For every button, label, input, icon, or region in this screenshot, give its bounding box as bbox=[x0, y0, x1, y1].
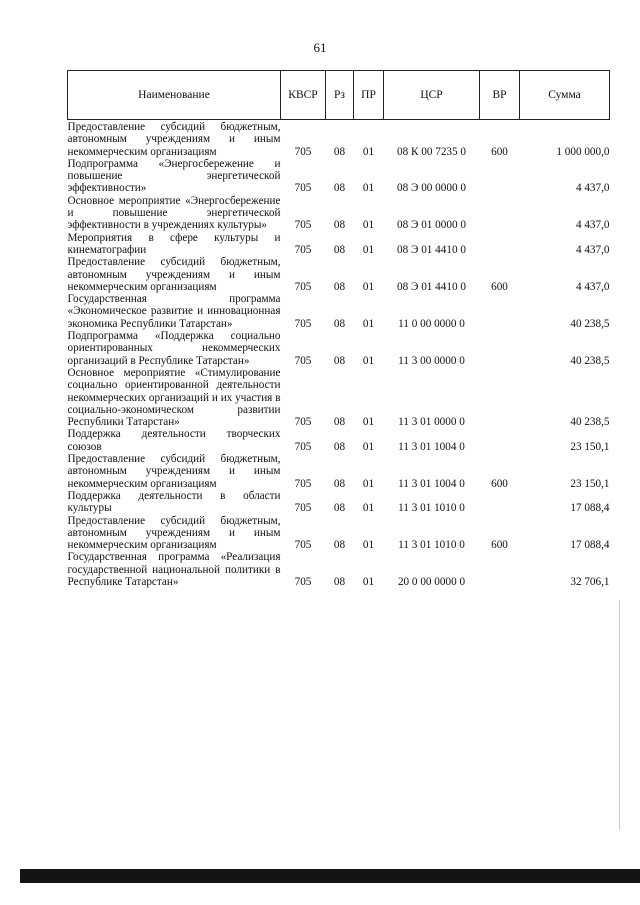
row-name: Государственная программа «Экономическое развитие и инновационная экономика Республики Татарстан» bbox=[67, 293, 281, 330]
row-csr: 08 Э 00 0000 0 bbox=[397, 182, 466, 195]
table-row bbox=[68, 158, 610, 195]
row-sum: 4 437,0 bbox=[575, 243, 610, 256]
row-name: Предоставление субсидий бюджетным, автономным учреждениям и иным некоммерческим организациям bbox=[67, 121, 281, 158]
row-pr: 01 bbox=[362, 317, 375, 330]
row-vr: 600 bbox=[491, 145, 508, 158]
row-pr: 01 bbox=[362, 354, 375, 367]
row-sum: 17 088,4 bbox=[570, 502, 610, 515]
row-csr: 11 0 00 0000 0 bbox=[398, 317, 465, 330]
row-vr bbox=[480, 195, 520, 232]
table-row bbox=[68, 453, 610, 490]
table-header-row bbox=[68, 71, 610, 120]
table-row bbox=[68, 195, 610, 232]
header-csr: ЦСР bbox=[384, 71, 480, 120]
row-csr: 08 Э 01 4410 0 bbox=[397, 243, 466, 256]
row-rz: 08 bbox=[333, 145, 346, 158]
row-pr: 01 bbox=[362, 219, 375, 232]
table-row bbox=[68, 293, 610, 330]
page-number: 61 bbox=[313, 40, 327, 55]
row-name: Подпрограмма «Поддержка социально ориентированных некоммерческих организаций в Республике Татарстан» bbox=[67, 330, 281, 367]
row-pr: 01 bbox=[362, 502, 375, 515]
row-sum: 4 437,0 bbox=[575, 219, 610, 232]
header-name: Наименование bbox=[68, 71, 281, 120]
row-name: Предоставление субсидий бюджетным, автономным учреждениям и иным некоммерческим организациям bbox=[67, 256, 281, 293]
row-sum: 40 238,5 bbox=[570, 416, 610, 429]
row-pr: 01 bbox=[362, 182, 375, 195]
table-row bbox=[68, 428, 610, 453]
row-csr: 11 3 01 1010 0 bbox=[398, 502, 465, 515]
table-row bbox=[68, 256, 610, 293]
row-name: Предоставление субсидий бюджетным, автономным учреждениям и иным некоммерческим организациям bbox=[67, 453, 281, 490]
table-row bbox=[68, 121, 610, 158]
row-pr: 01 bbox=[362, 440, 375, 453]
header-vr: ВР bbox=[480, 71, 520, 120]
row-name: Основное мероприятие «Энергосбережение и повышение энергетической эффективности в учреждениях культуры» bbox=[67, 194, 281, 232]
row-kvsr: 705 bbox=[294, 539, 312, 552]
header-kvsr: КВСР bbox=[281, 71, 326, 120]
row-sum: 1 000 000,0 bbox=[556, 145, 610, 158]
row-kvsr: 705 bbox=[294, 502, 312, 515]
row-rz: 08 bbox=[333, 354, 346, 367]
row-name: Мероприятия в сфере культуры и кинематографии bbox=[67, 231, 281, 256]
row-vr: 600 bbox=[491, 477, 508, 490]
row-csr: 20 0 00 0000 0 bbox=[397, 575, 466, 588]
row-vr bbox=[480, 367, 520, 428]
row-vr bbox=[480, 490, 520, 515]
row-pr: 01 bbox=[362, 416, 375, 429]
row-vr: 600 bbox=[491, 280, 508, 293]
row-csr: 11 3 01 1004 0 bbox=[398, 440, 465, 453]
row-rz: 08 bbox=[333, 416, 346, 429]
row-sum: 23 150,1 bbox=[570, 440, 610, 453]
row-name: Подпрограмма «Энергосбережение и повышение энергетической эффективности» bbox=[67, 157, 281, 195]
row-sum: 40 238,5 bbox=[570, 317, 610, 330]
row-vr bbox=[480, 293, 520, 330]
row-kvsr: 705 bbox=[294, 243, 312, 256]
table-row bbox=[68, 367, 610, 428]
row-vr: 600 bbox=[491, 539, 508, 552]
row-name: Государственная программа «Реализация государственной национальной политики в Республике Татарстан» bbox=[67, 551, 281, 588]
row-kvsr: 705 bbox=[294, 354, 312, 367]
row-pr: 01 bbox=[362, 243, 375, 256]
row-sum: 32 706,1 bbox=[570, 575, 610, 588]
row-pr: 01 bbox=[362, 477, 375, 490]
row-rz: 08 bbox=[333, 477, 346, 490]
row-kvsr: 705 bbox=[294, 477, 312, 490]
header-sum: Сумма bbox=[520, 71, 610, 120]
row-name: Предоставление субсидий бюджетным, автономным учреждениям и иным некоммерческим организациям bbox=[67, 514, 281, 552]
row-csr: 11 3 01 1010 0 bbox=[398, 539, 465, 552]
header-rz: Рз bbox=[326, 71, 354, 120]
row-kvsr: 705 bbox=[294, 416, 312, 429]
row-sum: 40 238,5 bbox=[570, 354, 610, 367]
row-kvsr: 705 bbox=[294, 145, 312, 158]
row-sum: 4 437,0 bbox=[575, 182, 610, 195]
row-name: Основное мероприятие «Стимулирование социально ориентированной деятельности некоммерческих организаций и их участия в социально-экономическом развитии Республики Татарстан» bbox=[67, 366, 281, 429]
row-name: Поддержка деятельности творческих союзов bbox=[67, 428, 281, 453]
table-row bbox=[68, 551, 610, 588]
row-csr: 11 3 01 0000 0 bbox=[398, 416, 465, 429]
row-sum: 4 437,0 bbox=[575, 280, 610, 293]
row-rz: 08 bbox=[333, 502, 346, 515]
row-rz: 08 bbox=[333, 440, 346, 453]
row-kvsr: 705 bbox=[294, 280, 312, 293]
row-pr: 01 bbox=[362, 280, 375, 293]
table-row bbox=[68, 330, 610, 367]
row-rz: 08 bbox=[333, 575, 346, 588]
header-pr: ПР bbox=[354, 71, 384, 120]
row-sum: 17 088,4 bbox=[570, 539, 610, 552]
row-vr bbox=[480, 428, 520, 453]
row-rz: 08 bbox=[333, 280, 346, 293]
row-csr: 08 Э 01 0000 0 bbox=[397, 219, 466, 232]
scan-artifact-line bbox=[619, 600, 620, 830]
row-rz: 08 bbox=[333, 539, 346, 552]
row-rz: 08 bbox=[333, 219, 346, 232]
row-name: Поддержка деятельности в области культуры bbox=[67, 489, 281, 515]
row-csr: 08 Э 01 4410 0 bbox=[397, 280, 466, 293]
table-row bbox=[68, 232, 610, 257]
row-csr: 11 3 01 1004 0 bbox=[398, 477, 465, 490]
row-rz: 08 bbox=[333, 317, 346, 330]
row-rz: 08 bbox=[333, 243, 346, 256]
row-kvsr: 705 bbox=[294, 219, 312, 232]
row-vr bbox=[480, 551, 520, 588]
row-kvsr: 705 bbox=[294, 575, 312, 588]
row-rz: 08 bbox=[333, 182, 346, 195]
row-vr bbox=[480, 158, 520, 195]
scan-border-bar bbox=[20, 869, 640, 883]
row-kvsr: 705 bbox=[294, 440, 312, 453]
row-pr: 01 bbox=[362, 145, 375, 158]
row-csr: 08 К 00 7235 0 bbox=[397, 145, 466, 158]
row-pr: 01 bbox=[362, 539, 375, 552]
row-sum: 23 150,1 bbox=[570, 477, 610, 490]
row-pr: 01 bbox=[362, 575, 375, 588]
budget-table bbox=[67, 70, 610, 588]
table-row bbox=[68, 490, 610, 515]
row-vr bbox=[480, 232, 520, 257]
row-kvsr: 705 bbox=[294, 317, 312, 330]
row-kvsr: 705 bbox=[294, 182, 312, 195]
row-csr: 11 3 00 0000 0 bbox=[398, 354, 465, 367]
table-row bbox=[68, 515, 610, 552]
row-vr bbox=[480, 330, 520, 367]
